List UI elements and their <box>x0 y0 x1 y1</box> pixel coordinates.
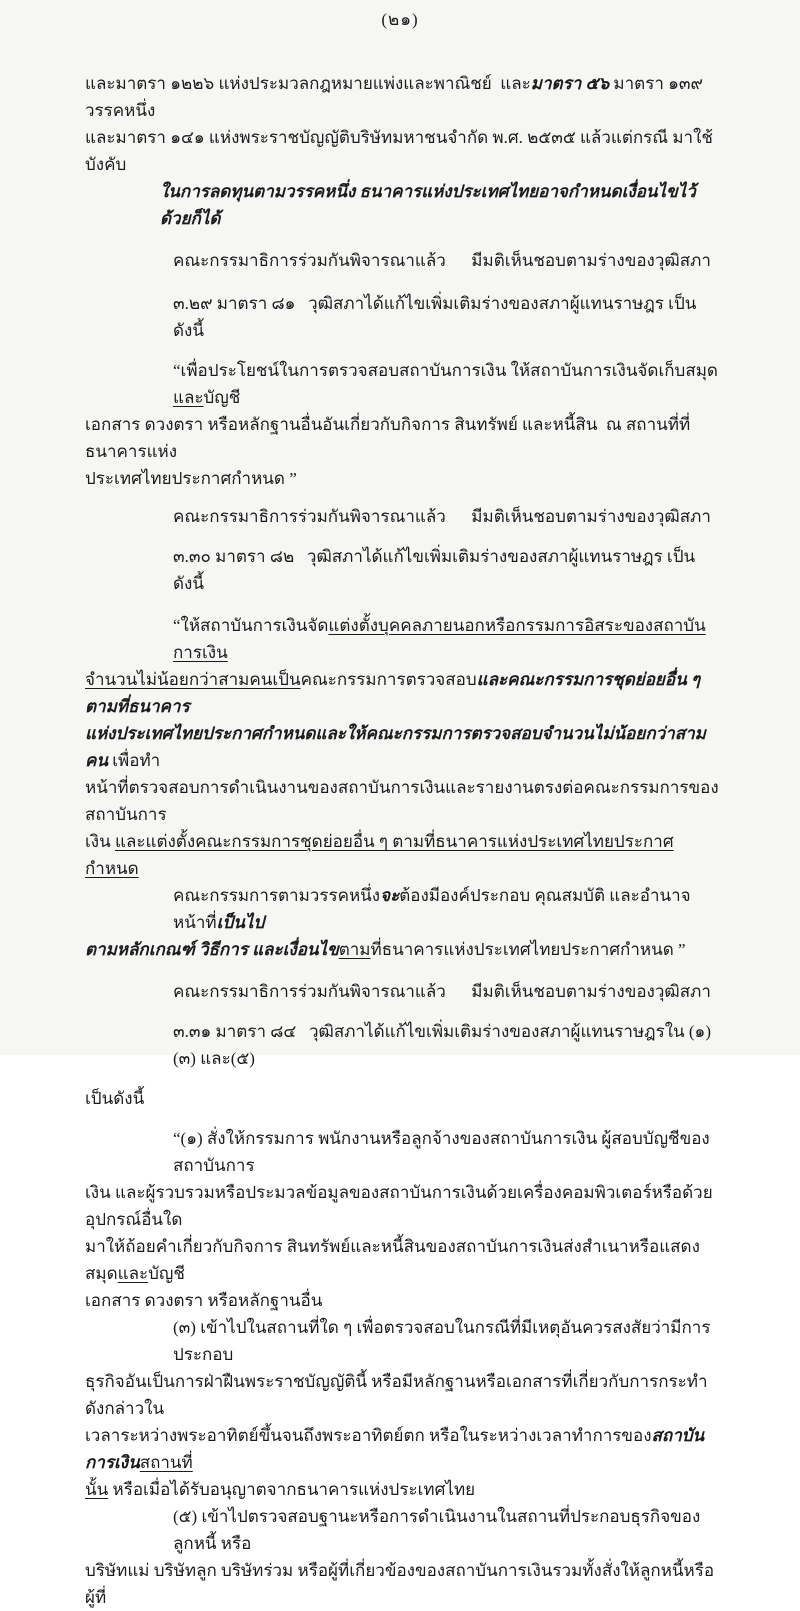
text-line <box>85 543 719 597</box>
text-line <box>85 1233 719 1287</box>
text-run: บัญชี <box>148 1264 185 1283</box>
text-run: เป็นไป <box>216 913 265 932</box>
text-run: เพื่อทำ <box>108 751 161 770</box>
text-run: ประเทศไทยประกาศกำหนด ” <box>85 469 297 488</box>
text-line <box>85 720 719 774</box>
text-run: เงิน และผู้รวบรวมหรือประมวลข้อมูลของสถาบันการเงินด้วยเครื่องคอมพิวเตอร์หรือด้วยอุปกรณ์อื่นใด <box>85 1183 713 1229</box>
text-line <box>85 411 719 465</box>
text-line <box>85 882 719 936</box>
text-run: (๕) เข้าไปตรวจสอบฐานะหรือการดำเนินงานในสถานที่ประกอบธุรกิจของลูกหนี้ หรือ <box>173 1507 701 1553</box>
text-run: และคณะกรรมการชุดย่อยอื่น ๆ ตามที่ธนาคาร <box>85 670 705 716</box>
text-line <box>85 1422 719 1476</box>
text-line <box>85 1018 719 1072</box>
text-line <box>85 1179 719 1233</box>
text-line <box>85 1125 719 1179</box>
document-body <box>85 70 719 1611</box>
text-run: และมาตรา ๑๔๑ แห่งพระราชบัญญัติบริษัทมหาชนจำกัด พ.ศ. ๒๕๓๕ แล้วแต่กรณี มาใช้บังคับ <box>85 128 713 174</box>
text-run: บัญชี <box>203 388 241 407</box>
text-run: เป็นดังนี้ <box>85 1089 145 1108</box>
text-run: “เพื่อประโยชน์ในการตรวจสอบสถาบันการเงิน ให้สถาบันการเงินจัดเก็บสมุด <box>173 361 718 380</box>
text-run: “ให้สถาบันการเงินจัด <box>173 616 329 635</box>
text-run: ๓.๒๙ มาตรา ๘๑ วุฒิสภาได้แก้ไขเพิ่มเติมร่างของสภาผู้แทนราษฎร เป็นดังนี้ <box>173 294 697 340</box>
text-run: จำนวนไม่น้อยกว่าสามคนเป็น <box>85 670 301 689</box>
text-line <box>85 1476 719 1503</box>
text-line <box>85 124 719 178</box>
text-run: ตามหลักเกณฑ์ วิธีการ และเงื่อนไข <box>85 940 339 959</box>
text-line <box>85 1085 719 1112</box>
text-line <box>85 666 719 720</box>
text-run: ในการลดทุนตามวรรคหนึ่ง ธนาคารแห่งประเทศไทยอาจกำหนดเงื่อนไขไว้ด้วยก็ได้ <box>160 182 696 228</box>
text-run: เงิน <box>85 832 115 851</box>
text-run: เอกสาร ดวงตรา หรือหลักฐานอื่นอันเกี่ยวกับกิจการ สินทรัพย์ และหนี้สิน ณ สถานที่ที่ธนาคารแห่ง <box>85 415 691 461</box>
text-line <box>85 465 719 492</box>
text-run: ๓.๓๐ มาตรา ๘๒ วุฒิสภาได้แก้ไขเพิ่มเติมร่างของสภาผู้แทนราษฎร เป็นดังนี้ <box>173 547 696 593</box>
text-line <box>85 978 719 1005</box>
text-line <box>85 178 719 232</box>
text-run: แห่งประเทศไทยประกาศกำหนดและให้คณะกรรมการตรวจสอบจำนวนไม่น้อยกว่าสามคน <box>85 724 706 770</box>
text-run: นั้น <box>85 1480 109 1499</box>
text-run: แต่งตั้งบุคคลภายนอกหรือกรรมการอิสระของสถาบันการเงิน <box>173 616 706 662</box>
text-run: คณะกรรมาธิการร่วมกันพิจารณาแล้ว มีมติเห็นชอบตามร่างของวุฒิสภา <box>173 982 711 1001</box>
text-run: เอกสาร ดวงตรา หรือหลักฐานอื่น <box>85 1291 323 1310</box>
text-run: คณะกรรมาธิการร่วมกันพิจารณาแล้ว มีมติเห็นชอบตามร่างของวุฒิสภา <box>173 507 711 526</box>
text-run: จะ <box>380 886 400 905</box>
text-run: และแต่งตั้งคณะกรรมการชุดย่อยอื่น ๆ ตามที่ธนาคารแห่งประเทศไทยประกาศกำหนด <box>85 832 674 878</box>
text-line <box>85 774 719 828</box>
text-run: และ <box>117 1264 149 1283</box>
text-line <box>85 612 719 666</box>
text-run: หรือเมื่อได้รับอนุญาตจากธนาคารแห่งประเทศไทย <box>108 1480 476 1499</box>
text-run: คณะกรรมาธิการร่วมกันพิจารณาแล้ว มีมติเห็นชอบตามร่างของวุฒิสภา <box>173 251 711 270</box>
text-line <box>85 247 719 274</box>
text-line <box>85 828 719 882</box>
text-run: ธุรกิจอันเป็นการฝ่าฝืนพระราชบัญญัตินี้ หรือมีหลักฐานหรือเอกสารที่เกี่ยวกับการกระทำดังกล่าวใน <box>85 1372 708 1418</box>
text-run: ๓.๓๑ มาตรา ๘๔ วุฒิสภาได้แก้ไขเพิ่มเติมร่างของสภาผู้แทนราษฎรใน (๑) (๓) และ(๕) <box>173 1022 716 1068</box>
text-run: คณะกรรมการตรวจสอบ <box>300 670 477 689</box>
text-run: มาให้ถ้อยคำเกี่ยวกับกิจการ สินทรัพย์และหนี้สินของสถาบันการเงินส่งสำเนาหรือแสดงสมุด <box>85 1237 700 1283</box>
text-run: หน้าที่ตรวจสอบการดำเนินงานของสถาบันการเงินและรายงานตรงต่อคณะกรรมการของสถาบันการ <box>85 778 719 824</box>
text-line <box>85 1503 719 1557</box>
page-number: (๒๑) <box>381 10 419 29</box>
text-line <box>85 70 719 124</box>
text-line <box>85 1314 719 1368</box>
text-run: สถาบันการเงิน <box>85 1426 705 1472</box>
text-run: ตาม <box>338 940 371 959</box>
text-run: “(๑) สั่งให้กรรมการ พนักงานหรือลูกจ้างของสถาบันการเงิน ผู้สอบบัญชีของสถาบันการ <box>173 1129 710 1175</box>
text-run: (๓) เข้าไปในสถานที่ใด ๆ เพื่อตรวจสอบในกรณีที่มีเหตุอันควรสงสัยว่ามีการประกอบ <box>173 1318 711 1364</box>
text-run: บริษัทแม่ บริษัทลูก บริษัทร่วม หรือผู้ที่เกี่ยวข้องของสถาบันการเงินรวมทั้งสั่งให้ลูกหนี้หรือผู้ที่ <box>85 1561 715 1607</box>
text-line <box>85 357 719 411</box>
text-line <box>85 1287 719 1314</box>
text-run: คณะกรรมการตามวรรคหนึ่ง <box>173 886 381 905</box>
text-run: ที่ธนาคารแห่งประเทศไทยประกาศกำหนด ” <box>370 940 686 959</box>
text-run: สถานที่ <box>139 1453 193 1472</box>
text-run: มาตรา ๑๓๙ วรรคหนึ่ง <box>85 74 708 120</box>
text-line <box>85 503 719 530</box>
text-line <box>85 1557 719 1611</box>
text-run: เวลาระหว่างพระอาทิตย์ขึ้นจนถึงพระอาทิตย์ตก หรือในระหว่างเวลาทำการของ <box>85 1426 652 1445</box>
text-run: และมาตรา ๑๒๒๖ แห่งประมวลกฎหมายแพ่งและพาณิชย์ และ <box>85 74 531 93</box>
text-run: ต้องมีองค์ประกอบ คุณสมบัติ และอำนาจหน้าที่ <box>173 886 691 932</box>
text-run: และ <box>173 388 204 407</box>
text-line <box>85 936 719 963</box>
text-line <box>85 290 719 344</box>
text-line <box>85 1368 719 1422</box>
text-run: มาตรา ๕๖ <box>530 74 610 93</box>
